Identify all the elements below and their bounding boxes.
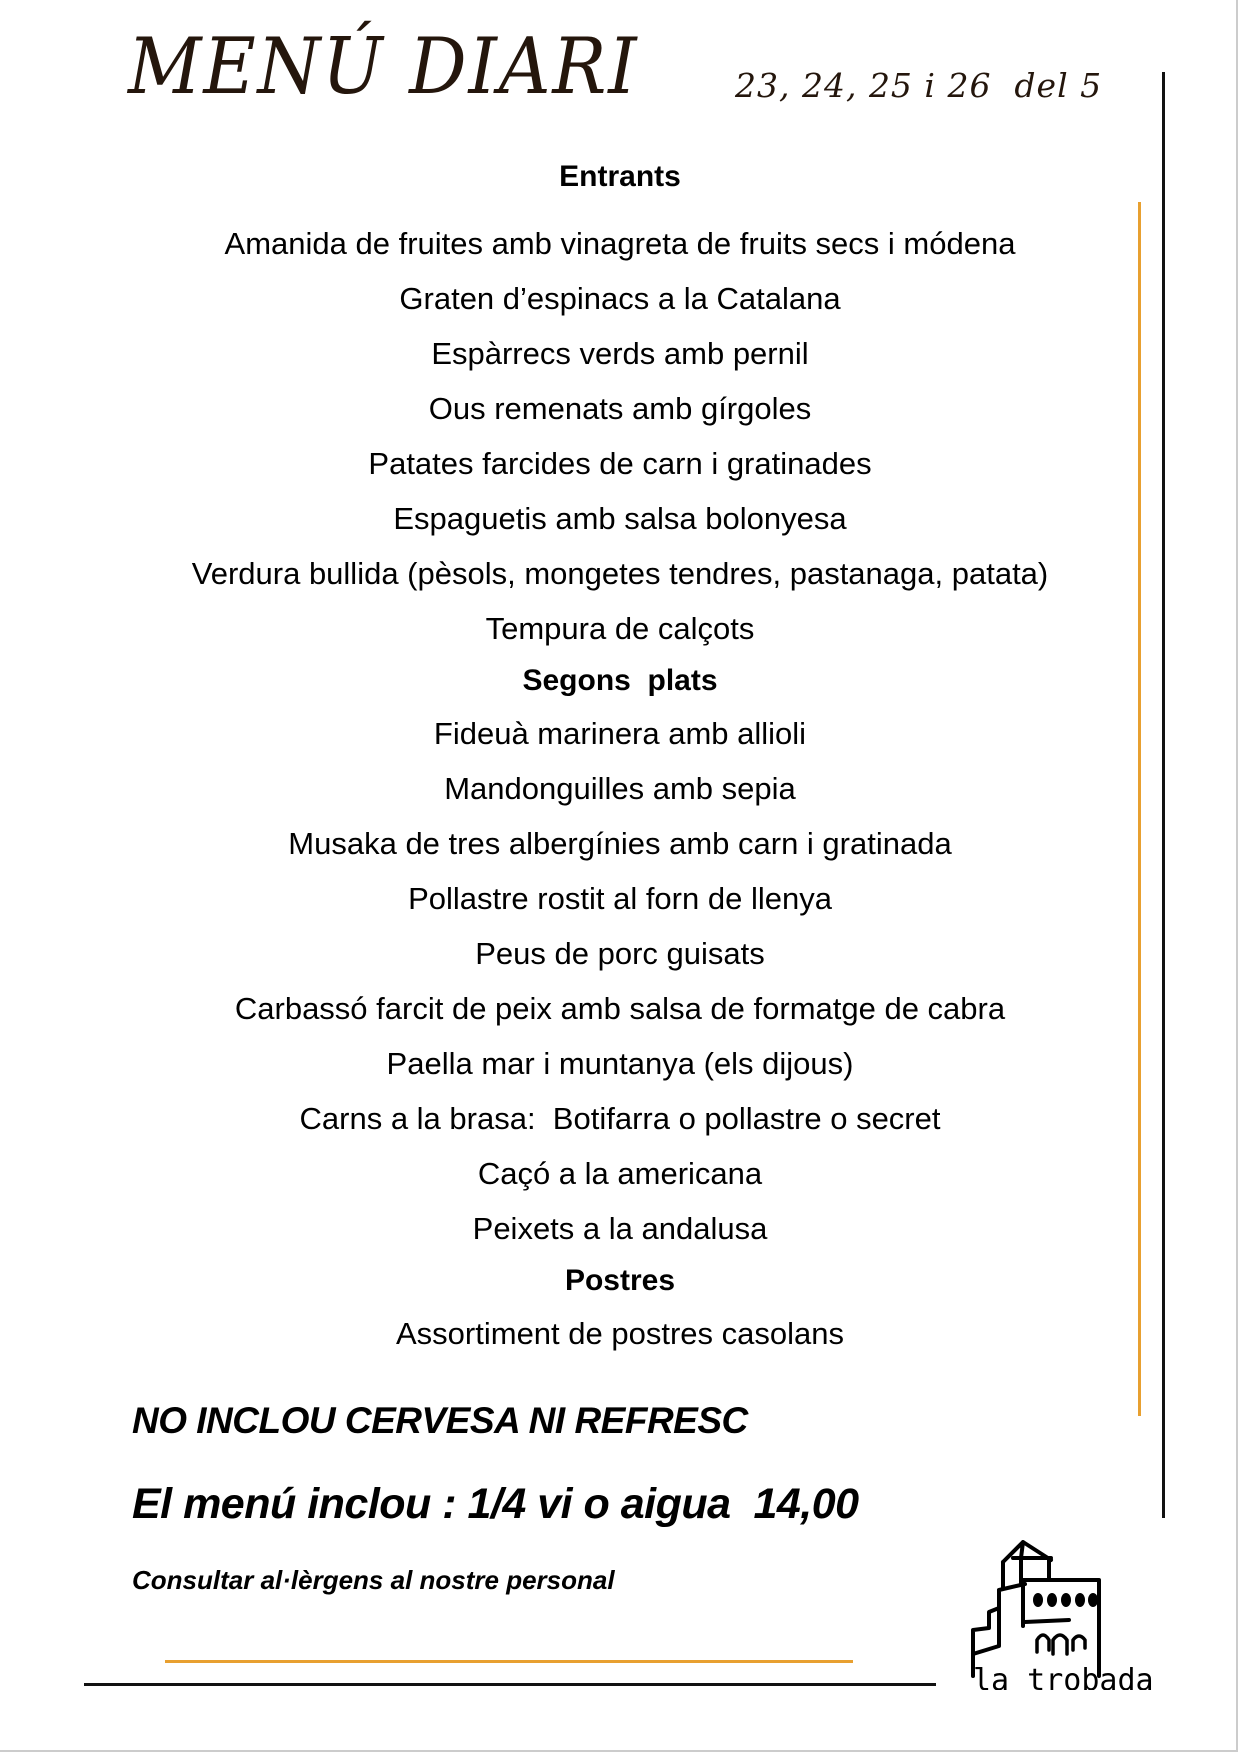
menu-item: Fideuà marinera amb allioli bbox=[433, 716, 807, 751]
menu-item: Verdura bullida (pèsols, mongetes tendres, pastanaga, patata) bbox=[191, 556, 1049, 591]
menu-item: Musaka de tres albergínies amb carn i gratinada bbox=[288, 826, 952, 861]
menu-item: Ous remenats amb gírgoles bbox=[428, 391, 812, 426]
menu-item: Paella mar i muntanya (els dijous) bbox=[386, 1046, 854, 1081]
la-trobada-logo bbox=[965, 1530, 1175, 1690]
allergens-note: Consultar al·lèrgens al nostre personal bbox=[132, 1565, 615, 1595]
menu-title: MENÚ DIARI bbox=[128, 22, 639, 112]
menu-item: Carbassó farcit de peix amb salsa de formatge de cabra bbox=[234, 991, 1006, 1026]
menu-item: Tempura de calçots bbox=[485, 611, 755, 646]
menu-item: Espaguetis amb salsa bolonyesa bbox=[393, 501, 847, 536]
section-heading: Entrants bbox=[559, 160, 681, 193]
menu-item: Assortiment de postres casolans bbox=[396, 1316, 844, 1351]
menu-item: Carns a la brasa: Botifarra o pollastre o secret bbox=[299, 1101, 941, 1136]
divider-horizontal-orange bbox=[165, 1660, 853, 1663]
menu-item: Graten d’espinacs a la Catalana bbox=[399, 281, 841, 316]
menu-list bbox=[0, 152, 1240, 1361]
menu-item: Peixets a la andalusa bbox=[472, 1211, 768, 1246]
menu-item: Mandonguilles amb sepia bbox=[444, 771, 796, 806]
menu-dates: 23, 24, 25 i 26 del 5 bbox=[735, 66, 1103, 105]
menu-item: Espàrrecs verds amb pernil bbox=[431, 336, 809, 371]
divider-horizontal-black bbox=[84, 1683, 936, 1686]
menu-item: Caçó a la americana bbox=[477, 1156, 763, 1191]
menu-item: Patates farcides de carn i gratinades bbox=[368, 446, 872, 481]
svg-text:la trobada: la trobada bbox=[973, 1663, 1154, 1690]
price-note: El menú inclou : 1/4 vi o aigua 14,00 bbox=[132, 1480, 859, 1528]
menu-item: Peus de porc guisats bbox=[475, 936, 765, 971]
menu-item: Pollastre rostit al forn de llenya bbox=[408, 881, 832, 916]
section-heading: Postres bbox=[564, 1264, 676, 1297]
menu-item: Amanida de fruites amb vinagreta de fruits secs i módena bbox=[224, 226, 1016, 261]
section-heading: Segons plats bbox=[522, 664, 718, 697]
no-drinks-note: NO INCLOU CERVESA NI REFRESC bbox=[132, 1400, 748, 1441]
